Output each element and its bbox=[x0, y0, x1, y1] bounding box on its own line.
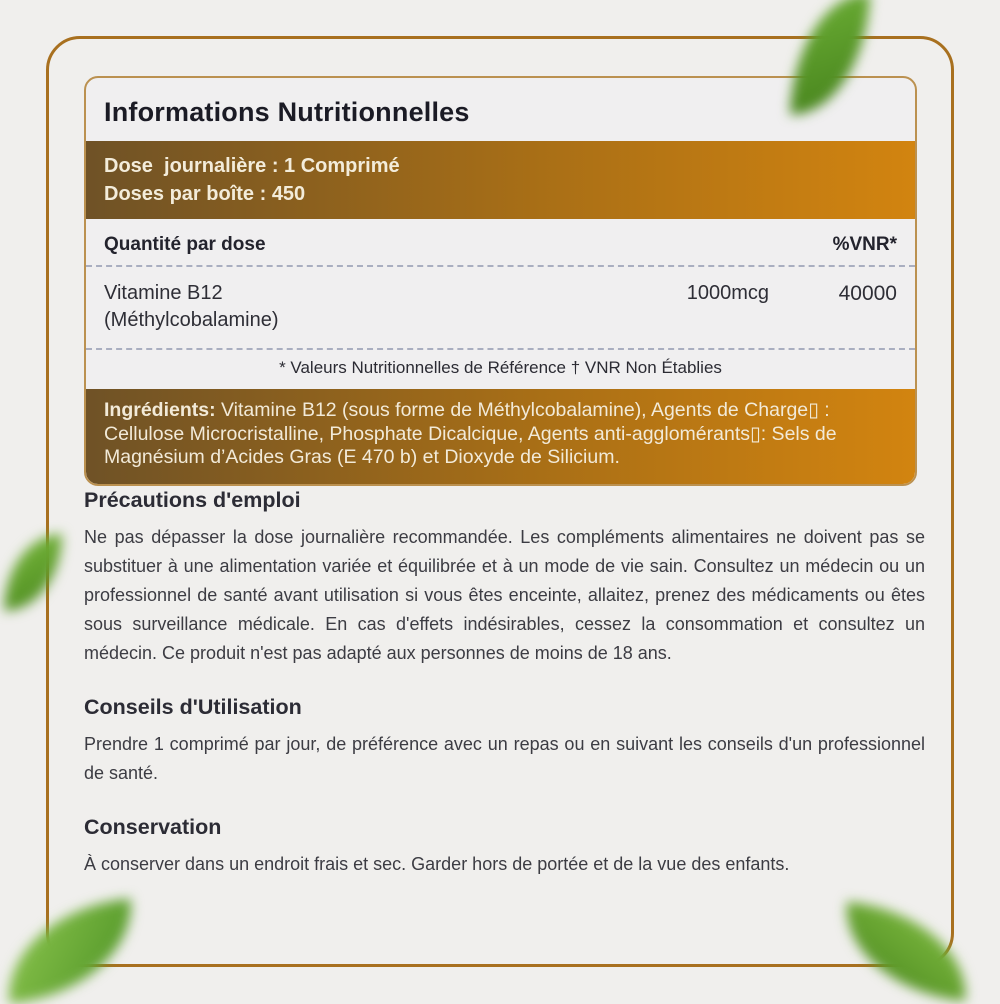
table-header-vnr: %VNR* bbox=[832, 234, 897, 255]
info-sections bbox=[84, 488, 925, 906]
doses-per-box: Doses par boîte : 450 bbox=[104, 183, 306, 205]
nutrient-vnr-value: 40000 bbox=[838, 282, 897, 305]
card-title: Informations Nutritionnelles bbox=[104, 97, 470, 127]
nutrient-form: (Méthylcobalamine) bbox=[104, 309, 279, 331]
storage-text: À conserver dans un endroit frais et sec. Garder hors de portée et de la vue des enfants. bbox=[84, 854, 790, 874]
nutrient-name-cell bbox=[104, 280, 594, 334]
nutrient-amount: 1000mcg bbox=[686, 282, 769, 304]
table-footnote: * Valeurs Nutritionnelles de Référence † VNR Non Établies bbox=[279, 358, 722, 377]
table-header-row bbox=[86, 219, 915, 265]
precautions-heading: Précautions d'emploi bbox=[84, 488, 301, 512]
ingredients-label: Ingrédients: bbox=[104, 399, 216, 421]
ingredients-box bbox=[86, 389, 915, 484]
storage-heading: Conservation bbox=[84, 815, 222, 839]
ingredients-text: Vitamine B12 (sous forme de Méthylcobalamine), Agents de Charge▯ : Cellulose Microcristalline, Phosphate Dicalcique, Agents anti-agglomérants▯: Sels de Magnésium d’Acides Gras (E 470 b) et Dioxyde de Silicium. bbox=[104, 399, 837, 468]
table-row bbox=[86, 267, 915, 348]
dose-per-day: Dose journalière : 1 Comprimé bbox=[104, 155, 400, 177]
table-header-quantity: Quantité par dose bbox=[104, 234, 266, 255]
dose-bar bbox=[86, 141, 915, 219]
nutrient-name: Vitamine B12 bbox=[104, 282, 223, 304]
precautions-text: Ne pas dépasser la dose journalière recommandée. Les compléments alimentaires ne doivent pas se substituer à une alimentation variée et équilibrée et à un mode de vie sain. Consultez un médecin ou un professionnel de santé avant utilisation si vous êtes enceinte, allaitez, prenez des médicaments ou êtes sous surveillance médicale. En cas d'effets indésirables, cessez la consommation et consultez un médecin. Ce produit n'est pas adapté aux personnes de moins de 18 ans. bbox=[84, 527, 925, 663]
usage-advice-heading: Conseils d'Utilisation bbox=[84, 695, 302, 719]
nutrition-facts-card bbox=[84, 76, 917, 486]
usage-advice-text: Prendre 1 comprimé par jour, de préférence avec un repas ou en suivant les conseils d'un professionnel de santé. bbox=[84, 734, 925, 783]
